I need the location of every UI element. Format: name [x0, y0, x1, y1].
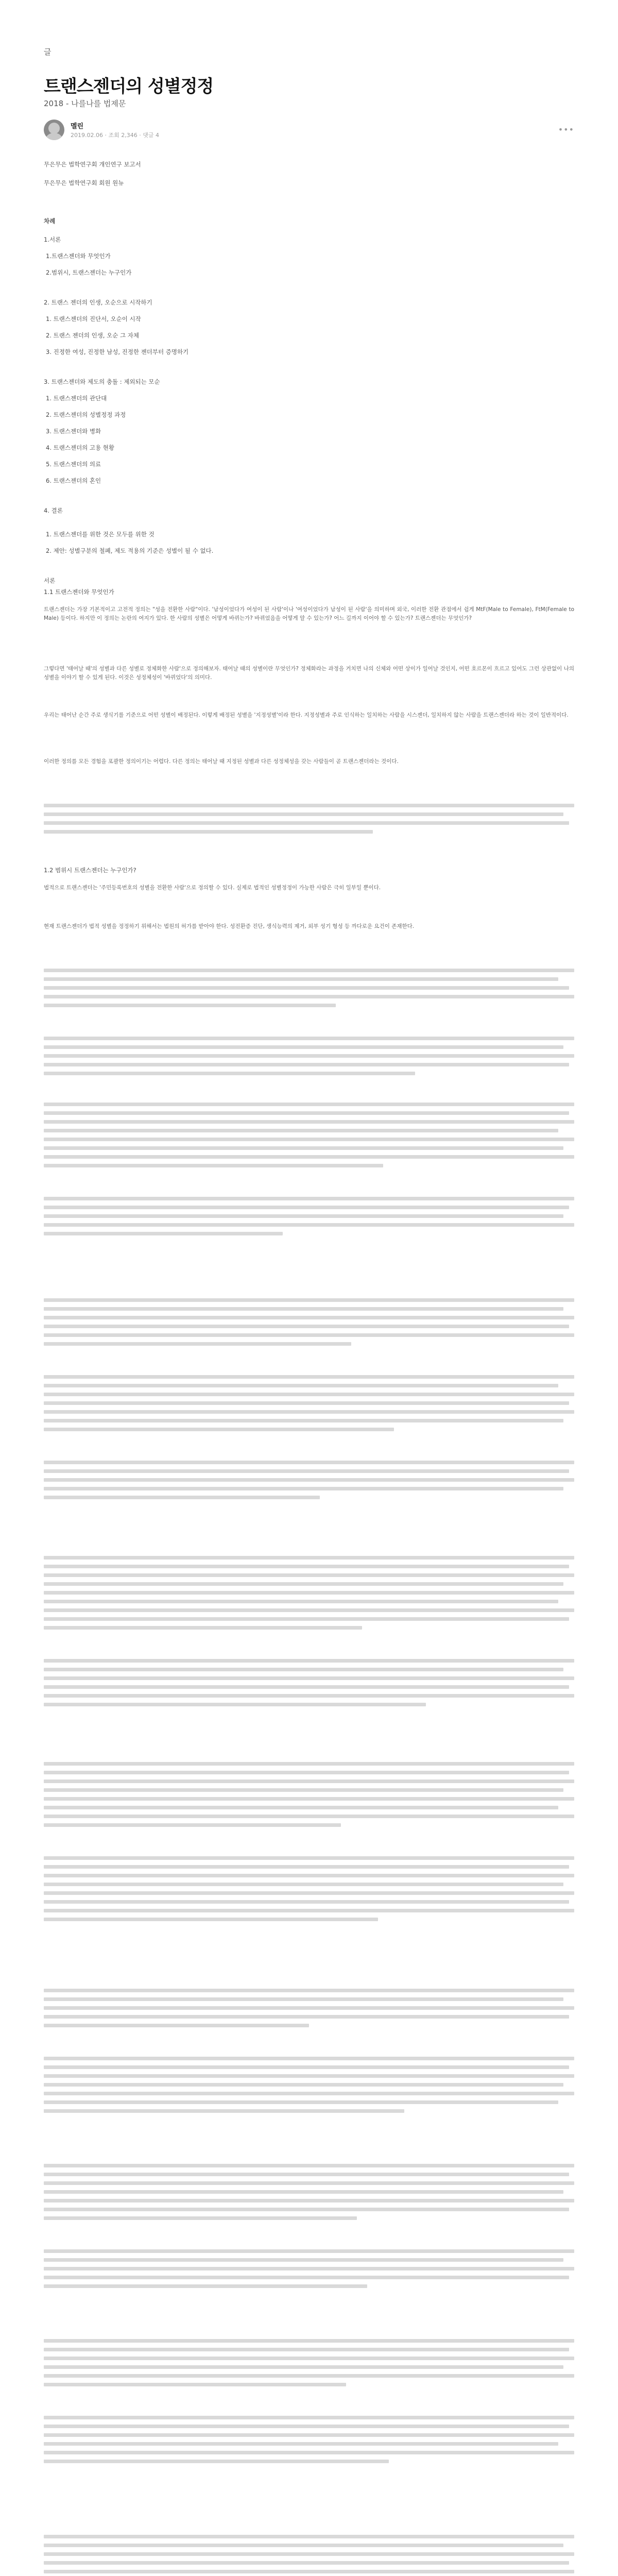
paragraph: 현재 트랜스젠더가 법적 성별을 정정하기 위해서는 법원의 허가를 받아야 한다. 성전환증 진단, 생식능력의 제거, 외부 성기 형성 등 까다로운 요건이 존재한다.	[44, 923, 415, 929]
toc-item[interactable]: 1.서론	[44, 236, 61, 243]
toc-item[interactable]: 3. 트랜스젠더와 병화	[46, 428, 101, 435]
section-heading	[44, 587, 574, 597]
toc-item[interactable]: 1. 트랜스젠더를 위한 것은 모두를 위한 것	[46, 531, 154, 538]
avatar[interactable]	[44, 120, 64, 140]
author-bar	[44, 120, 574, 145]
text-body-placeholder	[44, 1298, 574, 1504]
intro-block	[44, 160, 574, 188]
avatar-head	[48, 123, 60, 134]
category-glyph: 글	[44, 47, 52, 57]
intro-line: 무은무은 법학연구회 회원 원뉴	[44, 179, 124, 187]
toc-item[interactable]: 1. 트랜스젠더의 관단대	[46, 395, 107, 402]
page-title: 트랜스젠더의 성별정정	[44, 76, 214, 97]
avatar-body	[46, 133, 62, 140]
paragraph: 법적으로 트랜스젠더는 '주민등록번호의 성별을 전환한 사람'으로 정의할 수 있다. 실제로 법적인 성별정정이 가능한 사람은 극히 일부일 뿐이다.	[44, 885, 381, 891]
paragraph: 그렇다면 '태어날 때'의 성별과 다른 성별로 정체화한 사람'으로 정의해보자. 태어날 때의 성별이란 무엇인가? 정체화라는 과정을 거치면 나의 신체와 어떤 상이가 일어날 것인지, 어떤 호르몬이 흐르고 있어도 그런 상관없이 나의 성별을 이야기 할 수 있게 된다. 이것은 성정체성이 '바뀌었다'의 의미다.	[44, 666, 574, 681]
section-heading	[44, 866, 574, 875]
toc-item[interactable]: 6. 트랜스젠더의 혼인	[46, 477, 101, 484]
toc-item[interactable]: 2. 트랜스 젠더의 인생, 오순으로 시작하기	[44, 299, 152, 306]
section-heading: 서론	[44, 577, 56, 584]
toc-item[interactable]: 4. 결론	[44, 507, 63, 514]
toc-item[interactable]: 3. 진정한 여성, 진정한 남성, 진정한 젠더부터 증명하기	[46, 348, 189, 355]
section-title: 1.1 트랜스젠더와 무엇인가	[44, 588, 114, 596]
paragraph: 우리는 태어난 순간 주로 생식기를 기준으로 어떤 성별이 배정된다. 이렇게 배정된 성별을 '지정성별'이라 한다. 지정성별과 주로 인식하는 일치하는 사람을 시스젠더, 일치하지 않는 사람을 트랜스젠더라 하는 것이 일반적이다.	[44, 712, 569, 718]
toc-item[interactable]: 2.범위시, 트랜스젠더는 누구인가	[46, 269, 132, 276]
text-body-placeholder	[44, 1762, 574, 1926]
intro-line: 무은무은 법학연구회 개인연구 보고서	[44, 161, 141, 168]
toc-item[interactable]: 2. 트랜스 젠더의 인생, 오순 그 자체	[46, 332, 139, 339]
text-body-placeholder	[44, 804, 574, 839]
toc-block	[44, 216, 574, 585]
more-options-icon[interactable]: •••	[558, 125, 574, 134]
text-body-placeholder	[44, 1556, 574, 1711]
text-body-placeholder	[44, 2164, 574, 2293]
paragraph: 이러한 정의를 모든 경험을 포괄한 정의이기는 어렵다. 다른 정의는 태어날 때 지정된 성별과 다른 성정체성을 갖는 사람들이 곧 트랜스젠더라는 것이다.	[44, 758, 399, 765]
author-meta: 2019.02.06 · 조회 2,346 · 댓글 4	[71, 132, 159, 139]
toc-item[interactable]: 4. 트랜스젠더의 고용 현황	[46, 444, 115, 451]
text-body-placeholder	[44, 2535, 574, 2576]
toc-item[interactable]: 1.트랜스젠더와 무엇인가	[46, 252, 111, 260]
section-title: 1.2 범위시 트랜스젠더는 누구인가?	[44, 867, 136, 874]
author-name[interactable]: 멜린	[71, 123, 84, 130]
text-body-placeholder	[44, 1989, 574, 2118]
toc-item[interactable]: 2. 제안: 성별구분의 철폐, 제도 적용의 기준은 성별이 될 수 없다.	[46, 547, 214, 554]
page-subtitle: 2018 - 나를나를 법제문	[44, 99, 126, 108]
toc-item[interactable]: 5. 트랜스젠더의 의료	[46, 461, 101, 468]
text-body-placeholder	[44, 1103, 574, 1241]
toc-item[interactable]: 2. 트랜스젠더의 성별정정 과정	[46, 411, 126, 418]
text-body-placeholder	[44, 2339, 574, 2468]
toc-heading: 차례	[44, 217, 56, 225]
toc-item[interactable]: 3. 트랜스젠더와 제도의 충돌 : 제외되는 모순	[44, 378, 160, 385]
paragraph: 트랜스젠더는 가장 기본적이고 고전적 정의는 "성을 전환한 사람"이다. '남성이었다가 여성이 된 사람'이나 '여성이었다가 남성이 된 사람'을 의미하며 외국, 이러한 전환 관점에서 쉽게 MtF(Male to Female), FtM(Female to Male) 등이다. 하지만 이 정의는 논란의 여지가 있다. 한 사람의 성별은 어떻게 바뀌는가? 바뀌었음을 어떻게 알 수 있는가? 어느 길까지 이어야 할 수 있는가? 트랜스젠더는 무엇인가?	[44, 606, 574, 622]
toc-item[interactable]: 1. 트랜스젠더의 진단서, 오순이 시작	[46, 315, 141, 323]
text-body-placeholder	[44, 969, 574, 1080]
